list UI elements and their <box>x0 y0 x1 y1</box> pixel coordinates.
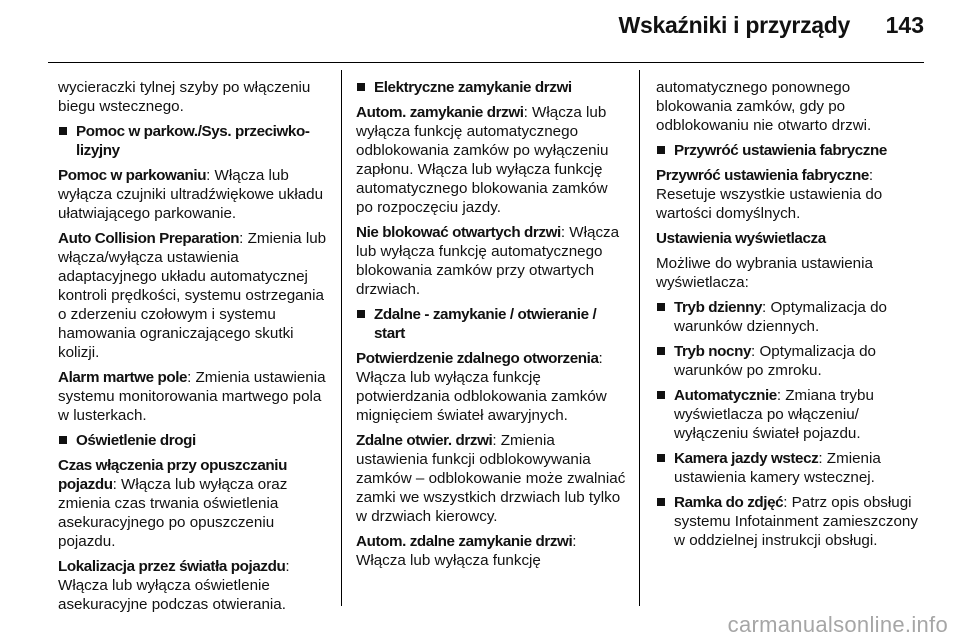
bullet-title: Oświetlenie drogi <box>76 432 196 449</box>
term-description: : Zmienia ustawienia systemu monitorowania martwego pola w lusterkach. <box>58 369 326 424</box>
list-item <box>58 431 328 450</box>
page-number: 143 <box>885 12 924 38</box>
list-item <box>656 342 928 380</box>
term-description: : Optymalizacja do warunków po zmroku. <box>674 343 876 379</box>
term-description: : Optymalizacja do warunków dziennych. <box>674 299 887 335</box>
term: Zdalne otwier. drzwi <box>356 432 493 449</box>
term: Ramka do zdjęć <box>674 494 784 511</box>
paragraph <box>356 223 626 299</box>
list-item <box>656 449 928 487</box>
term-description: : Zmienia lub włącza/wyłącza ustawienia adaptacyjnego układu automatycznej kontroli prędkości, systemu ostrzegania o zderzeniu czołowym i systemu hamowania ograniczającego skutki kolizji. <box>58 230 327 361</box>
paragraph <box>58 456 328 551</box>
section-intro: Możliwe do wybrania ustawienia wyświetlacza: <box>656 255 873 291</box>
list-item <box>356 78 626 97</box>
paragraph <box>356 532 626 570</box>
column-divider-2 <box>639 70 640 606</box>
term-description: : Włącza lub wyłącza oraz zmienia czas trwania oświetlenia asekuracyjnego po opuszczeniu pojazdu. <box>58 476 288 550</box>
bullet-square-icon <box>657 146 665 154</box>
term: Kamera jazdy wstecz <box>674 450 819 467</box>
term: Pomoc w parkowaniu <box>58 167 207 184</box>
term: Czas włączenia przy opuszczaniu pojazdu <box>58 457 287 493</box>
paragraph <box>356 349 626 425</box>
bullet-square-icon <box>657 303 665 311</box>
term: Tryb nocny <box>674 343 752 360</box>
term-description: : Zmiana trybu wyświetlacza po włączeniu/ wyłączeniu świateł pojazdu. <box>674 387 874 442</box>
bullet-square-icon <box>357 310 365 318</box>
bullet-square-icon <box>59 127 67 135</box>
term: Autom. zamykanie drzwi <box>356 104 524 121</box>
bullet-title: Elektryczne zamykanie drzwi <box>374 79 572 96</box>
term-description: : Włącza lub wyłącza funkcję potwierdzania odblokowania zamków mignięciem świateł awaryjnych. <box>356 350 607 424</box>
paragraph <box>58 368 328 425</box>
bullet-title: Przywróć ustawienia fabryczne <box>674 142 887 159</box>
term: Auto Collision Preparation <box>58 230 240 247</box>
paragraph <box>356 431 626 526</box>
list-item <box>656 298 928 336</box>
column-2 <box>356 78 626 576</box>
watermark: carmanualsonline.info <box>727 612 948 637</box>
section-heading: Ustawienia wyświetlacza <box>656 230 826 247</box>
term: Automatycznie <box>674 387 777 404</box>
bullet-square-icon <box>357 83 365 91</box>
term: Alarm martwe pole <box>58 369 188 386</box>
page-title: Wskaźniki i przyrządy <box>618 12 850 38</box>
header-rule <box>48 62 924 63</box>
column-1 <box>58 78 328 620</box>
continued-text: automatycznego ponownego blokowania zamków, gdy po odblokowaniu nie otwarto drzwi. <box>656 79 872 134</box>
intro-text: wycieraczki tylnej szyby po włączeniu biegu wstecznego. <box>58 79 311 115</box>
term-description: : Włącza lub wyłącza czujniki ultradźwiękowe układu ułatwiającego parkowanie. <box>58 167 324 222</box>
term: Przywróć ustawienia fabryczne <box>656 167 869 184</box>
term: Autom. zdalne zamykanie drzwi <box>356 533 573 550</box>
list-item <box>656 493 928 550</box>
term: Lokalizacja przez światła pojazdu <box>58 558 286 575</box>
paragraph <box>58 166 328 223</box>
bullet-square-icon <box>657 454 665 462</box>
bullet-square-icon <box>657 391 665 399</box>
term: Potwierdzenie zdalnego otworzenia <box>356 350 599 367</box>
term-description: : Włącza lub wyłącza funkcję <box>356 533 577 569</box>
paragraph <box>356 103 626 217</box>
list-item <box>356 305 626 343</box>
bullet-square-icon <box>657 347 665 355</box>
term-description: : Włącza lub wyłącza oświetlenie asekuracyjne podczas otwierania. <box>58 558 290 613</box>
column-3 <box>656 78 928 556</box>
paragraph <box>656 166 928 223</box>
bullet-title: Pomoc w parkow./Sys. przeciwko-lizyjny <box>76 123 310 159</box>
bullet-title: Zdalne - zamykanie / otwieranie / start <box>374 306 597 342</box>
bullet-square-icon <box>657 498 665 506</box>
paragraph <box>58 229 328 362</box>
list-item <box>656 386 928 443</box>
column-divider-1 <box>341 70 342 606</box>
term-description: : Włącza lub wyłącza funkcję automatycznego odblokowania zamków po wyłączeniu zapłonu. Włącza lub wyłącza funkcję automatycznego blokowania zamków po rozpoczęciu jazdy. <box>356 104 609 216</box>
term-description: : Włącza lub wyłącza funkcję automatycznego blokowania zamków przy otwartych drzwiach. <box>356 224 620 298</box>
term: Tryb dzienny <box>674 299 763 316</box>
bullet-square-icon <box>59 436 67 444</box>
term-description: : Resetuje wszystkie ustawienia do wartości domyślnych. <box>656 167 883 222</box>
term-description: : Patrz opis obsługi systemu Infotainment zamieszczony w oddzielnej instrukcji obsługi. <box>674 494 918 549</box>
term: Nie blokować otwartych drzwi <box>356 224 561 241</box>
page-header <box>0 0 960 56</box>
paragraph <box>58 557 328 614</box>
term-description: : Zmienia ustawienia kamery wstecznej. <box>674 450 881 486</box>
list-item <box>58 122 328 160</box>
list-item <box>656 141 928 160</box>
term-description: : Zmienia ustawienia funkcji odblokowywania zamków – odblokowanie może zwalniać zamki we wszystkich drzwiach lub tylko w drzwiach kierowcy. <box>356 432 626 525</box>
